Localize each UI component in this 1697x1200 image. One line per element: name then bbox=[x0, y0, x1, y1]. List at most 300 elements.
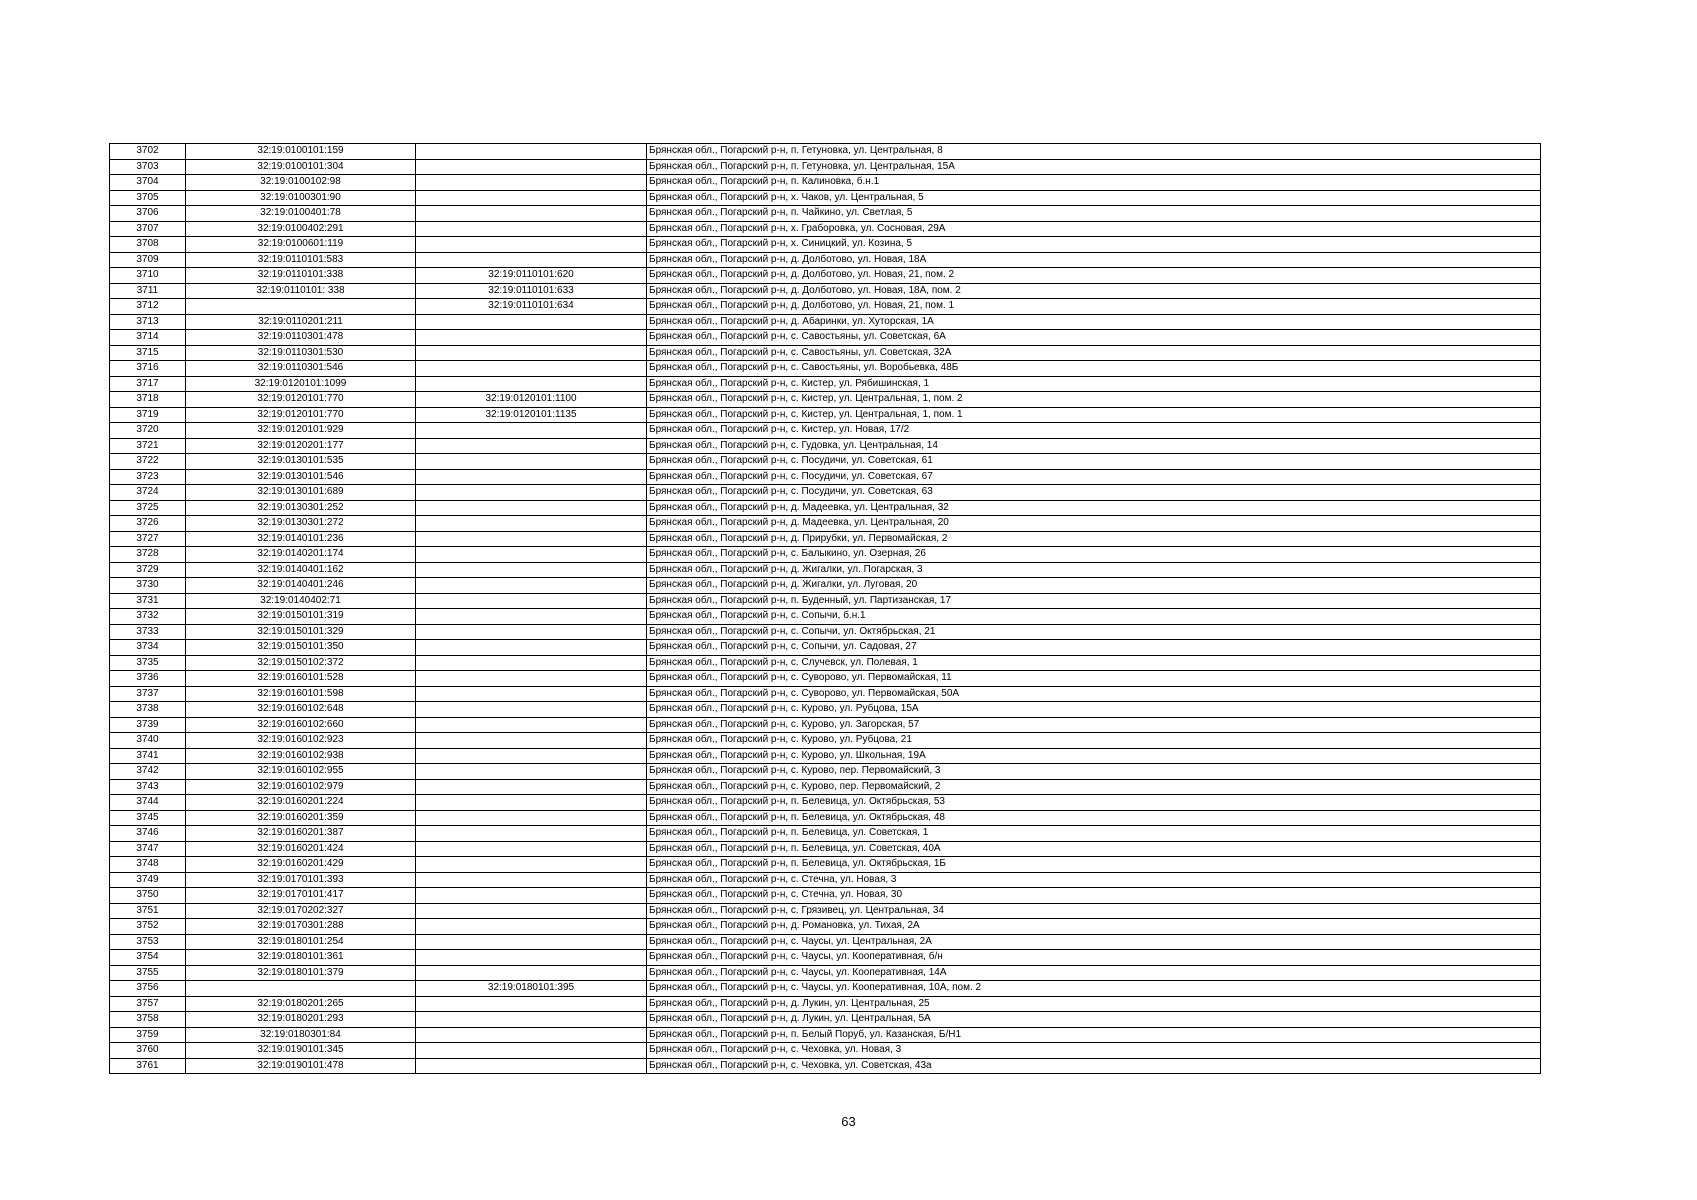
address-cell: Брянская обл., Погарский р-н, п. Белевица, ул. Октябрьская, 53 bbox=[647, 795, 1541, 811]
table-row bbox=[110, 392, 1541, 408]
cadastral-number-cell: 32:19:0180201:293 bbox=[186, 1012, 416, 1028]
premises-cadastral-number-cell bbox=[416, 903, 647, 919]
table-row bbox=[110, 996, 1541, 1012]
address-cell: Брянская обл., Погарский р-н, с. Курово, пер. Первомайский, 3 bbox=[647, 764, 1541, 780]
address-cell: Брянская обл., Погарский р-н, с. Кистер, ул. Новая, 17/2 bbox=[647, 423, 1541, 439]
row-number-cell: 3716 bbox=[110, 361, 186, 377]
premises-cadastral-number-cell bbox=[416, 252, 647, 268]
cadastral-number-cell: 32:19:0120101:770 bbox=[186, 392, 416, 408]
table-row bbox=[110, 268, 1541, 284]
row-number-cell: 3756 bbox=[110, 981, 186, 997]
premises-cadastral-number-cell bbox=[416, 159, 647, 175]
premises-cadastral-number-cell bbox=[416, 934, 647, 950]
cadastral-number-cell: 32:19:0160102:979 bbox=[186, 779, 416, 795]
cadastral-number-cell bbox=[186, 981, 416, 997]
premises-cadastral-number-cell bbox=[416, 872, 647, 888]
premises-cadastral-number-cell bbox=[416, 314, 647, 330]
row-number-cell: 3713 bbox=[110, 314, 186, 330]
premises-cadastral-number-cell bbox=[416, 655, 647, 671]
address-cell: Брянская обл., Погарский р-н, с. Стечна, ул. Новая, 3 bbox=[647, 872, 1541, 888]
table-row bbox=[110, 469, 1541, 485]
table-row bbox=[110, 500, 1541, 516]
premises-cadastral-number-cell bbox=[416, 221, 647, 237]
address-cell: Брянская обл., Погарский р-н, х. Граборовка, ул. Сосновая, 29А bbox=[647, 221, 1541, 237]
table-row bbox=[110, 919, 1541, 935]
cadastral-number-cell: 32:19:0100601:119 bbox=[186, 237, 416, 253]
premises-cadastral-number-cell bbox=[416, 454, 647, 470]
premises-cadastral-number-cell bbox=[416, 996, 647, 1012]
row-number-cell: 3726 bbox=[110, 516, 186, 532]
premises-cadastral-number-cell: 32:19:0110101:620 bbox=[416, 268, 647, 284]
address-cell: Брянская обл., Погарский р-н, п. Гетуновка, ул. Центральная, 15А bbox=[647, 159, 1541, 175]
premises-cadastral-number-cell bbox=[416, 609, 647, 625]
address-cell: Брянская обл., Погарский р-н, с. Сопычи, ул. Октябрьская, 21 bbox=[647, 624, 1541, 640]
address-cell: Брянская обл., Погарский р-н, с. Грязивец, ул. Центральная, 34 bbox=[647, 903, 1541, 919]
cadastral-number-cell: 32:19:0110101:338 bbox=[186, 268, 416, 284]
row-number-cell: 3721 bbox=[110, 438, 186, 454]
cadastral-number-cell: 32:19:0150101:350 bbox=[186, 640, 416, 656]
row-number-cell: 3712 bbox=[110, 299, 186, 315]
cadastral-number-cell: 32:19:0120101:770 bbox=[186, 407, 416, 423]
table-row bbox=[110, 407, 1541, 423]
premises-cadastral-number-cell bbox=[416, 826, 647, 842]
cadastral-number-cell: 32:19:0130101:546 bbox=[186, 469, 416, 485]
cadastral-number-cell: 32:19:0190101:345 bbox=[186, 1043, 416, 1059]
row-number-cell: 3738 bbox=[110, 702, 186, 718]
address-cell: Брянская обл., Погарский р-н, с. Суворово, ул. Первомайская, 11 bbox=[647, 671, 1541, 687]
premises-cadastral-number-cell: 32:19:0120101:1100 bbox=[416, 392, 647, 408]
cadastral-number-cell: 32:19:0100301:90 bbox=[186, 190, 416, 206]
address-cell: Брянская обл., Погарский р-н, п. Белевица, ул. Советская, 40А bbox=[647, 841, 1541, 857]
row-number-cell: 3734 bbox=[110, 640, 186, 656]
premises-cadastral-number-cell bbox=[416, 237, 647, 253]
table-row bbox=[110, 779, 1541, 795]
table-row bbox=[110, 423, 1541, 439]
cadastral-number-cell: 32:19:0160102:648 bbox=[186, 702, 416, 718]
row-number-cell: 3755 bbox=[110, 965, 186, 981]
premises-cadastral-number-cell: 32:19:0120101:1135 bbox=[416, 407, 647, 423]
table-row bbox=[110, 841, 1541, 857]
address-cell: Брянская обл., Погарский р-н, с. Курово, пер. Первомайский, 2 bbox=[647, 779, 1541, 795]
premises-cadastral-number-cell bbox=[416, 206, 647, 222]
row-number-cell: 3729 bbox=[110, 562, 186, 578]
cadastral-number-cell: 32:19:0160102:938 bbox=[186, 748, 416, 764]
premises-cadastral-number-cell bbox=[416, 500, 647, 516]
table-row bbox=[110, 857, 1541, 873]
table-row bbox=[110, 345, 1541, 361]
table-body bbox=[110, 144, 1541, 1074]
table-row bbox=[110, 438, 1541, 454]
table-row bbox=[110, 717, 1541, 733]
cadastral-number-cell: 32:19:0100401:78 bbox=[186, 206, 416, 222]
table-row bbox=[110, 764, 1541, 780]
row-number-cell: 3747 bbox=[110, 841, 186, 857]
cadastral-number-cell: 32:19:0140101:236 bbox=[186, 531, 416, 547]
premises-cadastral-number-cell bbox=[416, 438, 647, 454]
premises-cadastral-number-cell bbox=[416, 562, 647, 578]
table-row bbox=[110, 283, 1541, 299]
cadastral-number-cell: 32:19:0160201:224 bbox=[186, 795, 416, 811]
row-number-cell: 3754 bbox=[110, 950, 186, 966]
premises-cadastral-number-cell bbox=[416, 640, 647, 656]
cadastral-number-cell: 32:19:0110301:478 bbox=[186, 330, 416, 346]
address-cell: Брянская обл., Погарский р-н, х. Чаков, ул. Центральная, 5 bbox=[647, 190, 1541, 206]
table-row bbox=[110, 655, 1541, 671]
cadastral-number-cell: 32:19:0160101:528 bbox=[186, 671, 416, 687]
cadastral-number-cell: 32:19:0140401:162 bbox=[186, 562, 416, 578]
table-row bbox=[110, 314, 1541, 330]
premises-cadastral-number-cell bbox=[416, 516, 647, 532]
cadastral-number-cell: 32:19:0130301:272 bbox=[186, 516, 416, 532]
row-number-cell: 3730 bbox=[110, 578, 186, 594]
address-cell: Брянская обл., Погарский р-н, д. Мадеевка, ул. Центральная, 20 bbox=[647, 516, 1541, 532]
address-cell: Брянская обл., Погарский р-н, с. Курово, ул. Рубцова, 15А bbox=[647, 702, 1541, 718]
table-row bbox=[110, 686, 1541, 702]
table-row bbox=[110, 221, 1541, 237]
premises-cadastral-number-cell bbox=[416, 733, 647, 749]
cadastral-number-cell: 32:19:0100102:98 bbox=[186, 175, 416, 191]
table-row bbox=[110, 1058, 1541, 1074]
address-cell: Брянская обл., Погарский р-н, п. Буденный, ул. Партизанская, 17 bbox=[647, 593, 1541, 609]
table-row bbox=[110, 733, 1541, 749]
cadastral-number-cell: 32:19:0180101:361 bbox=[186, 950, 416, 966]
cadastral-number-cell: 32:19:0160201:429 bbox=[186, 857, 416, 873]
cadastral-number-cell: 32:19:0100101:304 bbox=[186, 159, 416, 175]
premises-cadastral-number-cell bbox=[416, 965, 647, 981]
row-number-cell: 3722 bbox=[110, 454, 186, 470]
cadastral-number-cell: 32:19:0140402:71 bbox=[186, 593, 416, 609]
table-row bbox=[110, 950, 1541, 966]
cadastral-number-cell: 32:19:0170101:417 bbox=[186, 888, 416, 904]
address-cell: Брянская обл., Погарский р-н, д. Мадеевка, ул. Центральная, 32 bbox=[647, 500, 1541, 516]
table-row bbox=[110, 640, 1541, 656]
cadastral-number-cell: 32:19:0130101:535 bbox=[186, 454, 416, 470]
premises-cadastral-number-cell bbox=[416, 469, 647, 485]
premises-cadastral-number-cell bbox=[416, 593, 647, 609]
cadastral-number-cell: 32:19:0120101:929 bbox=[186, 423, 416, 439]
address-cell: Брянская обл., Погарский р-н, с. Чаусы, ул. Кооперативная, б/н bbox=[647, 950, 1541, 966]
row-number-cell: 3705 bbox=[110, 190, 186, 206]
table-row bbox=[110, 624, 1541, 640]
cadastral-number-cell: 32:19:0160201:387 bbox=[186, 826, 416, 842]
cadastral-number-cell: 32:19:0160102:955 bbox=[186, 764, 416, 780]
premises-cadastral-number-cell bbox=[416, 702, 647, 718]
table-row bbox=[110, 1027, 1541, 1043]
row-number-cell: 3718 bbox=[110, 392, 186, 408]
cadastral-number-cell: 32:19:0110301:530 bbox=[186, 345, 416, 361]
table-row bbox=[110, 609, 1541, 625]
address-cell: Брянская обл., Погарский р-н, с. Кистер, ул. Центральная, 1, пом. 2 bbox=[647, 392, 1541, 408]
premises-cadastral-number-cell bbox=[416, 779, 647, 795]
cadastral-number-cell: 32:19:0120201:177 bbox=[186, 438, 416, 454]
address-cell: Брянская обл., Погарский р-н, д. Долботово, ул. Новая, 18А, пом. 2 bbox=[647, 283, 1541, 299]
row-number-cell: 3707 bbox=[110, 221, 186, 237]
address-cell: Брянская обл., Погарский р-н, д. Жигалки, ул. Луговая, 20 bbox=[647, 578, 1541, 594]
row-number-cell: 3757 bbox=[110, 996, 186, 1012]
row-number-cell: 3743 bbox=[110, 779, 186, 795]
table-row bbox=[110, 1012, 1541, 1028]
row-number-cell: 3719 bbox=[110, 407, 186, 423]
row-number-cell: 3702 bbox=[110, 144, 186, 160]
row-number-cell: 3733 bbox=[110, 624, 186, 640]
premises-cadastral-number-cell bbox=[416, 531, 647, 547]
table-row bbox=[110, 562, 1541, 578]
address-cell: Брянская обл., Погарский р-н, с. Кистер, ул. Центральная, 1, пом. 1 bbox=[647, 407, 1541, 423]
row-number-cell: 3739 bbox=[110, 717, 186, 733]
row-number-cell: 3728 bbox=[110, 547, 186, 563]
table-row bbox=[110, 516, 1541, 532]
cadastral-number-cell: 32:19:0120101:1099 bbox=[186, 376, 416, 392]
premises-cadastral-number-cell bbox=[416, 624, 647, 640]
address-cell: Брянская обл., Погарский р-н, д. Долботово, ул. Новая, 21, пом. 2 bbox=[647, 268, 1541, 284]
row-number-cell: 3725 bbox=[110, 500, 186, 516]
premises-cadastral-number-cell: 32:19:0110101:633 bbox=[416, 283, 647, 299]
table-row bbox=[110, 593, 1541, 609]
row-number-cell: 3737 bbox=[110, 686, 186, 702]
cadastral-number-cell: 32:19:0140201:174 bbox=[186, 547, 416, 563]
cadastral-number-cell: 32:19:0100101:159 bbox=[186, 144, 416, 160]
table-row bbox=[110, 981, 1541, 997]
address-cell: Брянская обл., Погарский р-н, с. Савостьяны, ул. Советская, 6А bbox=[647, 330, 1541, 346]
cadastral-number-cell: 32:19:0140401:246 bbox=[186, 578, 416, 594]
row-number-cell: 3740 bbox=[110, 733, 186, 749]
table-row bbox=[110, 175, 1541, 191]
row-number-cell: 3703 bbox=[110, 159, 186, 175]
premises-cadastral-number-cell bbox=[416, 330, 647, 346]
row-number-cell: 3724 bbox=[110, 485, 186, 501]
row-number-cell: 3761 bbox=[110, 1058, 186, 1074]
premises-cadastral-number-cell bbox=[416, 841, 647, 857]
premises-cadastral-number-cell bbox=[416, 345, 647, 361]
address-cell: Брянская обл., Погарский р-н, с. Суворово, ул. Первомайская, 50А bbox=[647, 686, 1541, 702]
address-cell: Брянская обл., Погарский р-н, п. Белевица, ул. Октябрьская, 1Б bbox=[647, 857, 1541, 873]
premises-cadastral-number-cell bbox=[416, 1027, 647, 1043]
cadastral-number-cell: 32:19:0110101:583 bbox=[186, 252, 416, 268]
table-row bbox=[110, 872, 1541, 888]
address-cell: Брянская обл., Погарский р-н, с. Чеховка, ул. Новая, 3 bbox=[647, 1043, 1541, 1059]
address-cell: Брянская обл., Погарский р-н, с. Посудичи, ул. Советская, 67 bbox=[647, 469, 1541, 485]
premises-cadastral-number-cell bbox=[416, 485, 647, 501]
cadastral-number-cell: 32:19:0180201:265 bbox=[186, 996, 416, 1012]
row-number-cell: 3741 bbox=[110, 748, 186, 764]
address-cell: Брянская обл., Погарский р-н, с. Посудичи, ул. Советская, 61 bbox=[647, 454, 1541, 470]
table-row bbox=[110, 159, 1541, 175]
table-row bbox=[110, 903, 1541, 919]
table-row bbox=[110, 965, 1541, 981]
row-number-cell: 3731 bbox=[110, 593, 186, 609]
row-number-cell: 3735 bbox=[110, 655, 186, 671]
cadastral-number-cell: 32:19:0150102:372 bbox=[186, 655, 416, 671]
row-number-cell: 3732 bbox=[110, 609, 186, 625]
address-cell: Брянская обл., Погарский р-н, с. Курово, ул. Школьная, 19А bbox=[647, 748, 1541, 764]
cadastral-number-cell: 32:19:0150101:329 bbox=[186, 624, 416, 640]
table-row bbox=[110, 330, 1541, 346]
address-cell: Брянская обл., Погарский р-н, д. Абаринки, ул. Хуторская, 1А bbox=[647, 314, 1541, 330]
row-number-cell: 3714 bbox=[110, 330, 186, 346]
table-row bbox=[110, 144, 1541, 160]
premises-cadastral-number-cell bbox=[416, 423, 647, 439]
cadastral-number-cell: 32:19:0110101: 338 bbox=[186, 283, 416, 299]
premises-cadastral-number-cell bbox=[416, 810, 647, 826]
cadastral-number-cell: 32:19:0130101:689 bbox=[186, 485, 416, 501]
address-cell: Брянская обл., Погарский р-н, с. Случевск, ул. Полевая, 1 bbox=[647, 655, 1541, 671]
cadastral-number-cell: 32:19:0130301:252 bbox=[186, 500, 416, 516]
address-cell: Брянская обл., Погарский р-н, д. Долботово, ул. Новая, 18А bbox=[647, 252, 1541, 268]
table-row bbox=[110, 361, 1541, 377]
page-number: 63 bbox=[841, 1114, 856, 1129]
cadastral-number-cell: 32:19:0170301:288 bbox=[186, 919, 416, 935]
row-number-cell: 3750 bbox=[110, 888, 186, 904]
row-number-cell: 3717 bbox=[110, 376, 186, 392]
address-cell: Брянская обл., Погарский р-н, с. Сопычи, б.н.1 bbox=[647, 609, 1541, 625]
cadastral-number-cell: 32:19:0170101:393 bbox=[186, 872, 416, 888]
address-cell: Брянская обл., Погарский р-н, п. Калиновка, б.н.1 bbox=[647, 175, 1541, 191]
row-number-cell: 3736 bbox=[110, 671, 186, 687]
premises-cadastral-number-cell bbox=[416, 888, 647, 904]
premises-cadastral-number-cell bbox=[416, 1012, 647, 1028]
cadastral-number-cell: 32:19:0160101:598 bbox=[186, 686, 416, 702]
table-row bbox=[110, 748, 1541, 764]
address-cell: Брянская обл., Погарский р-н, п. Белый Поруб, ул. Казанская, Б/Н1 bbox=[647, 1027, 1541, 1043]
row-number-cell: 3748 bbox=[110, 857, 186, 873]
cadastral-number-cell: 32:19:0100402:291 bbox=[186, 221, 416, 237]
table-row bbox=[110, 237, 1541, 253]
address-cell: Брянская обл., Погарский р-н, п. Гетуновка, ул. Центральная, 8 bbox=[647, 144, 1541, 160]
address-cell: Брянская обл., Погарский р-н, с. Чаусы, ул. Кооперативная, 10А, пом. 2 bbox=[647, 981, 1541, 997]
premises-cadastral-number-cell bbox=[416, 1043, 647, 1059]
premises-cadastral-number-cell bbox=[416, 686, 647, 702]
address-cell: Брянская обл., Погарский р-н, с. Кистер, ул. Рябишинская, 1 bbox=[647, 376, 1541, 392]
registry-table bbox=[109, 143, 1541, 1074]
address-cell: Брянская обл., Погарский р-н, с. Чеховка, ул. Советская, 43а bbox=[647, 1058, 1541, 1074]
premises-cadastral-number-cell bbox=[416, 190, 647, 206]
row-number-cell: 3760 bbox=[110, 1043, 186, 1059]
premises-cadastral-number-cell bbox=[416, 671, 647, 687]
table-row bbox=[110, 547, 1541, 563]
cadastral-number-cell: 32:19:0160201:424 bbox=[186, 841, 416, 857]
cadastral-number-cell: 32:19:0180101:379 bbox=[186, 965, 416, 981]
row-number-cell: 3746 bbox=[110, 826, 186, 842]
address-cell: Брянская обл., Погарский р-н, п. Белевица, ул. Октябрьская, 48 bbox=[647, 810, 1541, 826]
premises-cadastral-number-cell bbox=[416, 717, 647, 733]
address-cell: Брянская обл., Погарский р-н, с. Курово, ул. Загорская, 57 bbox=[647, 717, 1541, 733]
row-number-cell: 3753 bbox=[110, 934, 186, 950]
table-row bbox=[110, 826, 1541, 842]
premises-cadastral-number-cell bbox=[416, 919, 647, 935]
premises-cadastral-number-cell bbox=[416, 578, 647, 594]
cadastral-number-cell: 32:19:0190101:478 bbox=[186, 1058, 416, 1074]
address-cell: Брянская обл., Погарский р-н, с. Чаусы, ул. Центральная, 2А bbox=[647, 934, 1541, 950]
row-number-cell: 3706 bbox=[110, 206, 186, 222]
row-number-cell: 3742 bbox=[110, 764, 186, 780]
address-cell: Брянская обл., Погарский р-н, п. Чайкино, ул. Светлая, 5 bbox=[647, 206, 1541, 222]
row-number-cell: 3710 bbox=[110, 268, 186, 284]
address-cell: Брянская обл., Погарский р-н, с. Балыкино, ул. Озерная, 26 bbox=[647, 547, 1541, 563]
premises-cadastral-number-cell bbox=[416, 547, 647, 563]
cadastral-number-cell bbox=[186, 299, 416, 315]
address-cell: Брянская обл., Погарский р-н, д. Жигалки, ул. Погарская, 3 bbox=[647, 562, 1541, 578]
row-number-cell: 3709 bbox=[110, 252, 186, 268]
table-row bbox=[110, 934, 1541, 950]
row-number-cell: 3715 bbox=[110, 345, 186, 361]
address-cell: Брянская обл., Погарский р-н, п. Белевица, ул. Советская, 1 bbox=[647, 826, 1541, 842]
row-number-cell: 3745 bbox=[110, 810, 186, 826]
premises-cadastral-number-cell bbox=[416, 175, 647, 191]
premises-cadastral-number-cell bbox=[416, 1058, 647, 1074]
cadastral-number-cell: 32:19:0110201:211 bbox=[186, 314, 416, 330]
table-row bbox=[110, 1043, 1541, 1059]
address-cell: Брянская обл., Погарский р-н, х. Синицкий, ул. Козина, 5 bbox=[647, 237, 1541, 253]
row-number-cell: 3752 bbox=[110, 919, 186, 935]
premises-cadastral-number-cell bbox=[416, 144, 647, 160]
cadastral-number-cell: 32:19:0150101:319 bbox=[186, 609, 416, 625]
premises-cadastral-number-cell: 32:19:0180101:395 bbox=[416, 981, 647, 997]
row-number-cell: 3711 bbox=[110, 283, 186, 299]
address-cell: Брянская обл., Погарский р-н, с. Савостьяны, ул. Советская, 32А bbox=[647, 345, 1541, 361]
premises-cadastral-number-cell bbox=[416, 764, 647, 780]
table-row bbox=[110, 376, 1541, 392]
address-cell: Брянская обл., Погарский р-н, д. Прирубки, ул. Первомайская, 2 bbox=[647, 531, 1541, 547]
cadastral-number-cell: 32:19:0180301:84 bbox=[186, 1027, 416, 1043]
premises-cadastral-number-cell bbox=[416, 361, 647, 377]
cadastral-number-cell: 32:19:0110301:546 bbox=[186, 361, 416, 377]
cadastral-number-cell: 32:19:0180101:254 bbox=[186, 934, 416, 950]
cadastral-number-cell: 32:19:0160102:660 bbox=[186, 717, 416, 733]
premises-cadastral-number-cell bbox=[416, 857, 647, 873]
row-number-cell: 3723 bbox=[110, 469, 186, 485]
table-row bbox=[110, 454, 1541, 470]
premises-cadastral-number-cell bbox=[416, 795, 647, 811]
row-number-cell: 3759 bbox=[110, 1027, 186, 1043]
row-number-cell: 3749 bbox=[110, 872, 186, 888]
row-number-cell: 3704 bbox=[110, 175, 186, 191]
table-row bbox=[110, 206, 1541, 222]
table-row bbox=[110, 485, 1541, 501]
table-row bbox=[110, 671, 1541, 687]
row-number-cell: 3727 bbox=[110, 531, 186, 547]
table-row bbox=[110, 190, 1541, 206]
address-cell: Брянская обл., Погарский р-н, с. Стечна, ул. Новая, 30 bbox=[647, 888, 1541, 904]
table-row bbox=[110, 578, 1541, 594]
cadastral-number-cell: 32:19:0170202:327 bbox=[186, 903, 416, 919]
table-row bbox=[110, 252, 1541, 268]
address-cell: Брянская обл., Погарский р-н, с. Гудовка, ул. Центральная, 14 bbox=[647, 438, 1541, 454]
address-cell: Брянская обл., Погарский р-н, с. Курово, ул. Рубцова, 21 bbox=[647, 733, 1541, 749]
table-row bbox=[110, 702, 1541, 718]
address-cell: Брянская обл., Погарский р-н, д. Лукин, ул. Центральная, 5А bbox=[647, 1012, 1541, 1028]
address-cell: Брянская обл., Погарский р-н, с. Чаусы, ул. Кооперативная, 14А bbox=[647, 965, 1541, 981]
table-row bbox=[110, 810, 1541, 826]
premises-cadastral-number-cell bbox=[416, 376, 647, 392]
premises-cadastral-number-cell: 32:19:0110101:634 bbox=[416, 299, 647, 315]
row-number-cell: 3758 bbox=[110, 1012, 186, 1028]
cadastral-number-cell: 32:19:0160102:923 bbox=[186, 733, 416, 749]
cadastral-number-cell: 32:19:0160201:359 bbox=[186, 810, 416, 826]
address-cell: Брянская обл., Погарский р-н, с. Посудичи, ул. Советская, 63 bbox=[647, 485, 1541, 501]
premises-cadastral-number-cell bbox=[416, 748, 647, 764]
row-number-cell: 3744 bbox=[110, 795, 186, 811]
row-number-cell: 3720 bbox=[110, 423, 186, 439]
table-row bbox=[110, 299, 1541, 315]
table-row bbox=[110, 888, 1541, 904]
address-cell: Брянская обл., Погарский р-н, д. Лукин, ул. Центральная, 25 bbox=[647, 996, 1541, 1012]
premises-cadastral-number-cell bbox=[416, 950, 647, 966]
address-cell: Брянская обл., Погарский р-н, с. Сопычи, ул. Садовая, 27 bbox=[647, 640, 1541, 656]
address-cell: Брянская обл., Погарский р-н, д. Романовка, ул. Тихая, 2А bbox=[647, 919, 1541, 935]
table-row bbox=[110, 531, 1541, 547]
address-cell: Брянская обл., Погарский р-н, с. Савостьяны, ул. Воробьевка, 48Б bbox=[647, 361, 1541, 377]
row-number-cell: 3708 bbox=[110, 237, 186, 253]
